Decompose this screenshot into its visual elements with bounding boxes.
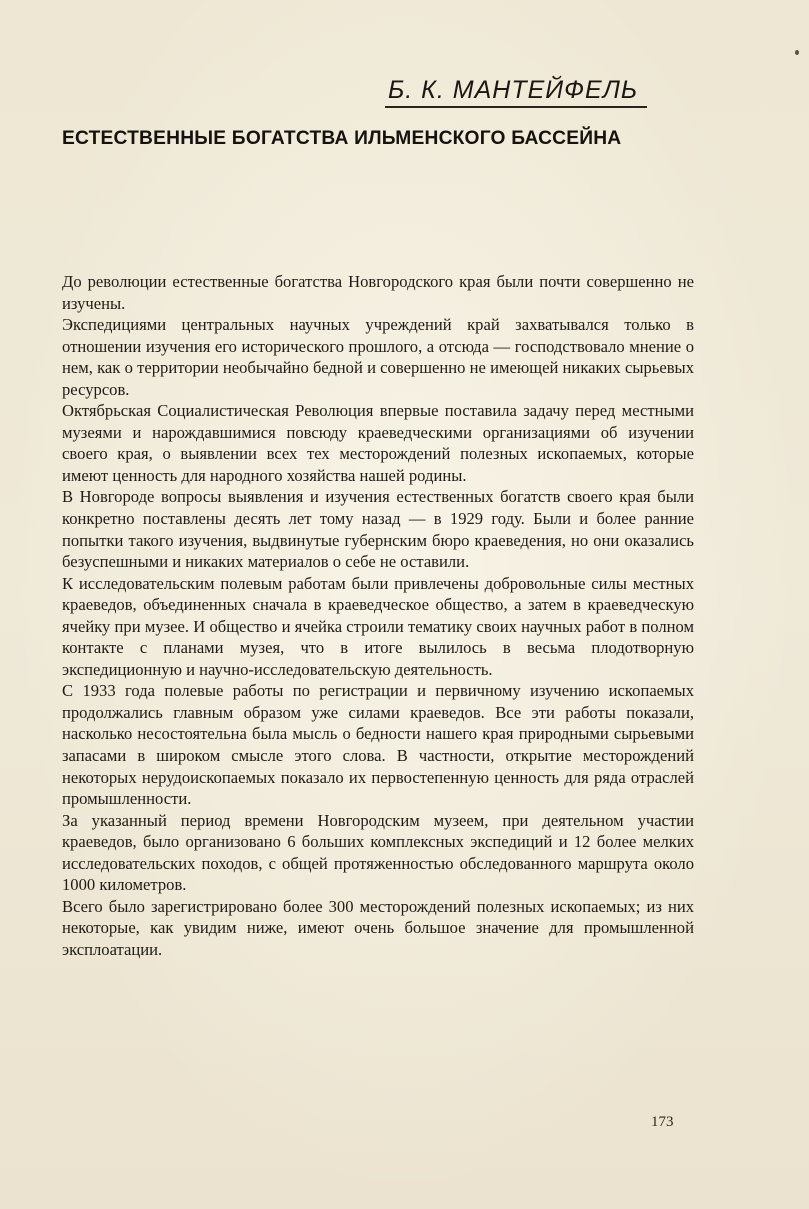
paragraph-7: За указанный период времени Новгородским музеем, при деятельном участии краеведов, было организовано 6 больших комплексных экспедиций и 12 более мелких исследовательских походов, с общей протяженностью обследованного маршрута около 1000 километров. [62,810,694,895]
paragraph-1: До революции естественные богатства Новгородского края были почти совершенно не изучены. [62,272,694,313]
print-speck [795,50,799,55]
article-title: ЕСТЕСТВЕННЫЕ БОГАТСТВА ИЛЬМЕНСКОГО БАССЕЙНА [62,127,622,149]
paragraph-5: К исследовательским полевым работам были привлечены добровольные силы местных краеведов, объединенных сначала в краеведческое общество, а затем в краеведческую ячейку при музее. И общество и ячейка строили тематику своих научных работ в полном контакте с планами музея, что в итоге вылилось в весьма плодотворную экспедиционную и научно-исследовательскую деятельность. [62,573,694,679]
article-body [62,271,694,961]
paragraph-3: Октябрьская Социалистическая Революция впервые поставила задачу перед местными музеями и нарождавшимися повсюду краеведческими организациями об изучении своего края, о выявлении всех тех месторождений полезных ископаемых, которые имеют ценность для народного хозяйства нашей родины. [62,401,694,485]
paragraph-8: Всего было зарегистрировано более 300 месторождений полезных ископаемых; из них некоторые, как увидим ниже, имеют очень большое значение для промышленной эксплоатации. [62,896,694,959]
paragraph-4: В Новгороде вопросы выявления и изучения естественных богатств своего края были конкретно поставлены десять лет тому назад — в 1929 году. Были и более ранние попытки такого изучения, выдвинутые губернским бюро краеведения, но они оказались безуспешными и никаких материалов о себе не оставили. [62,487,694,572]
paragraph-6: С 1933 года полевые работы по регистрации и первичному изучению ископаемых продолжались главным образом уже силами краеведов. Все эти работы показали, насколько несостоятельна была мысль о бедности нашего края природными сырьевыми запасами в широком смысле этого слова. В частности, открытие месторождений некоторых нерудоископаемых показало их первостепенную ценность для ряда отраслей промышленности. [62,681,694,809]
page-number: 173 [651,1114,674,1130]
author-underline [385,106,647,108]
author-name: Б. К. МАНТЕЙФЕЛЬ [388,76,639,104]
paragraph-2: Экспедициями центральных научных учреждений край захватывался только в отношении изучения его исторического прошлого, а отсюда — господствовало мнение о нем, как о территории необычайно бедной и совершенно не имеющей никаких сырьевых ресурсов. [62,315,694,399]
